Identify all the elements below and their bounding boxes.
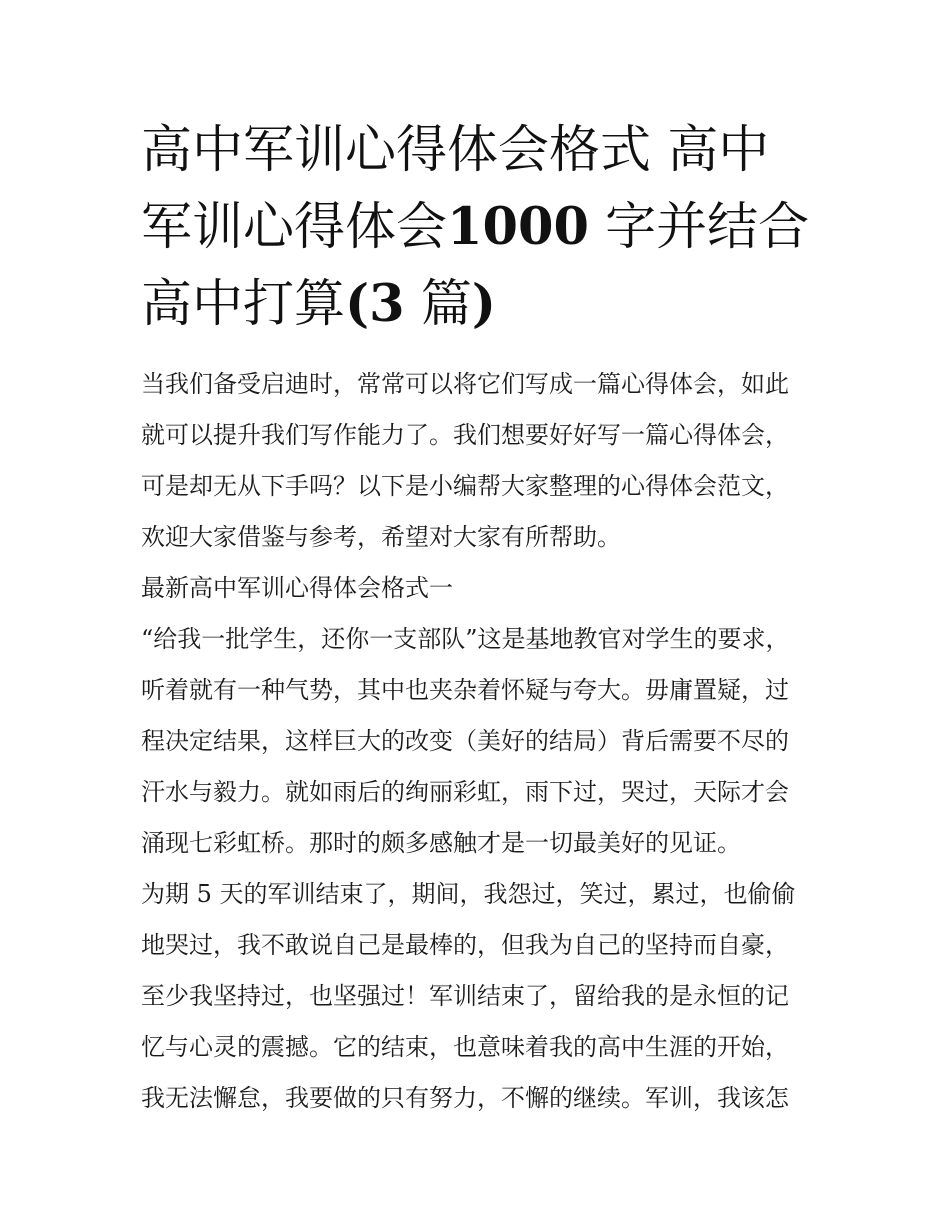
document-title	[141, 112, 813, 343]
title-part: 篇	[404, 275, 472, 334]
text-line: 可是却无从下手吗？以下是小编帮大家整理的心得体会范文，	[141, 472, 789, 500]
document-content	[141, 112, 813, 1124]
document-body	[141, 359, 813, 1124]
text-line: 我无法懈怠，我要做的只有努力，不懈的继续。军训，我该怎	[141, 1084, 789, 1112]
text-line: 程决定结果，这样巨大的改变（美好的结局）背后需要不尽的	[141, 727, 789, 755]
title-part: 1000	[447, 197, 589, 257]
title-part: 字并结合高中打算	[141, 198, 810, 334]
text-line: 汗水与毅力。就如雨后的绚丽彩虹，雨下过，哭过，天际才会	[141, 778, 789, 806]
text-line: 欢迎大家借鉴与参考，希望对大家有所帮助。	[141, 523, 621, 551]
text-line: “给我一批学生，还你一支部队”这是基地教官对学生的要求，	[141, 625, 790, 653]
paragraph-quote	[141, 614, 813, 869]
section-heading	[141, 563, 813, 614]
text-line: 至少我坚持过，也坚强过！军训结束了，留给我的是永恒的记	[141, 982, 789, 1010]
text-line: 听着就有一种气势，其中也夹杂着怀疑与夸大。毋庸置疑，过	[141, 676, 789, 704]
paragraph-intro	[141, 359, 813, 563]
title-part: 高中军训心得体会格式 高中军训心得体会	[141, 121, 770, 257]
title-part: (3	[345, 274, 405, 334]
text-line: 为期 5 天的军训结束了，期间，我怨过，笑过，累过，也偷偷	[141, 880, 796, 908]
title-part: )	[471, 274, 496, 334]
text-line: 当我们备受启迪时，常常可以将它们写成一篇心得体会，如此	[141, 370, 789, 398]
text-line: 地哭过，我不敢说自己是最棒的，但我为自己的坚持而自豪，	[141, 931, 789, 959]
text-line: 最新高中军训心得体会格式一	[141, 574, 453, 602]
text-line: 涌现七彩虹桥。那时的颇多感触才是一切最美好的见证。	[141, 829, 741, 857]
paragraph-reflection	[141, 869, 813, 1124]
text-line: 就可以提升我们写作能力了。我们想要好好写一篇心得体会，	[141, 421, 789, 449]
text-line: 忆与心灵的震撼。它的结束，也意味着我的高中生涯的开始，	[141, 1033, 789, 1061]
